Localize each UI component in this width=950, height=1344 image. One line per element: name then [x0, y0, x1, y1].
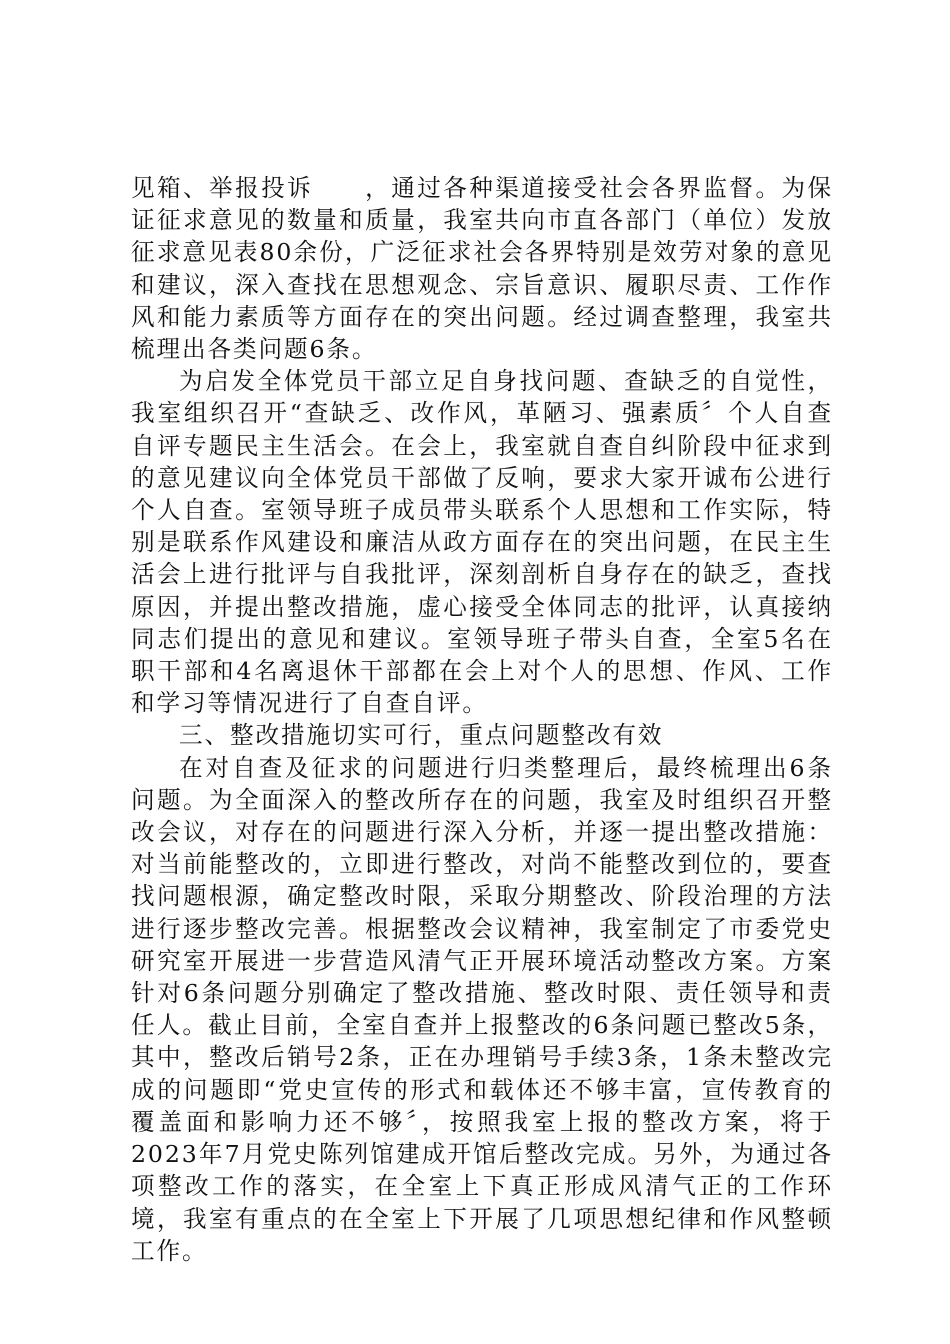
paragraph-self-review-meeting: 为启发全体党员干部立足自身找问题、查缺乏的自觉性，我室组织召开“查缺乏、改作风，革陋习、强素质〞个人自查自评专题民主生活会。在会上，我室就自查自纠阶段中征求到的意见建议向全体党员干部做了反响，要求大家开诚布公进行个人自查。室领导班子成员带头联系个人思想和工作实际，特别是联系作风建设和廉洁从政方面存在的突出问题，在民主生活会上进行批评与自我批评，深刻剖析自身存在的缺乏，查找原因，并提出整改措施，虚心接受全体同志的批评，认真接纳同志们提出的意见和建议。室领导班子带头自查，全室5名在职干部和4名离退休干部都在会上对个人的思想、作风、工作和学习等情况进行了自查自评。: [131, 367, 833, 718]
document-body: [131, 172, 833, 1267]
paragraph-solicit-opinions: 见箱、举报投诉 ，通过各种渠道接受社会各界监督。为保证征求意见的数量和质量，我室共向市直各部门（单位）发放征求意见表80余份，广泛征求社会各界特别是效劳对象的意见和建议，深入查找在思想观念、宗旨意识、履职尽责、工作作风和能力素质等方面存在的突出问题。经过调查整理，我室共梳理出各类问题6条。: [131, 174, 833, 364]
paragraph-rectification-measures: 在对自查及征求的问题进行归类整理后，最终梳理出6条问题。为全面深入的整改所存在的问题，我室及时组织召开整改会议，对存在的问题进行深入分析，并逐一提出整改措施：对当前能整改的，立即进行整改，对尚不能整改到位的，要查找问题根源，确定整改时限，采取分期整改、阶段治理的方法进行逐步整改完善。根据整改会议精神，我室制定了市委党史研究室开展进一步营造风清气正开展环境活动整改方案。方案针对6条问题分别确定了整改措施、整改时限、责任领导和责任人。截止目前，全室自查并上报整改的6条问题已整改5条，其中，整改后销号2条，正在办理销号手续3条，1条未整改完成的问题即“党史宣传的形式和载体还不够丰富，宣传教育的覆盖面和影响力还不够〞，按照我室上报的整改方案，将于2023年7月党史陈列馆建成开馆后整改完成。另外，为通过各项整改工作的落实，在全室上下真正形成风清气正的工作环境，我室有重点的在全室上下开展了几项思想纪律和作风整顿工作。: [131, 753, 833, 1265]
section-heading-rectification: 三、整改措施切实可行，重点问题整改有效: [179, 721, 664, 750]
